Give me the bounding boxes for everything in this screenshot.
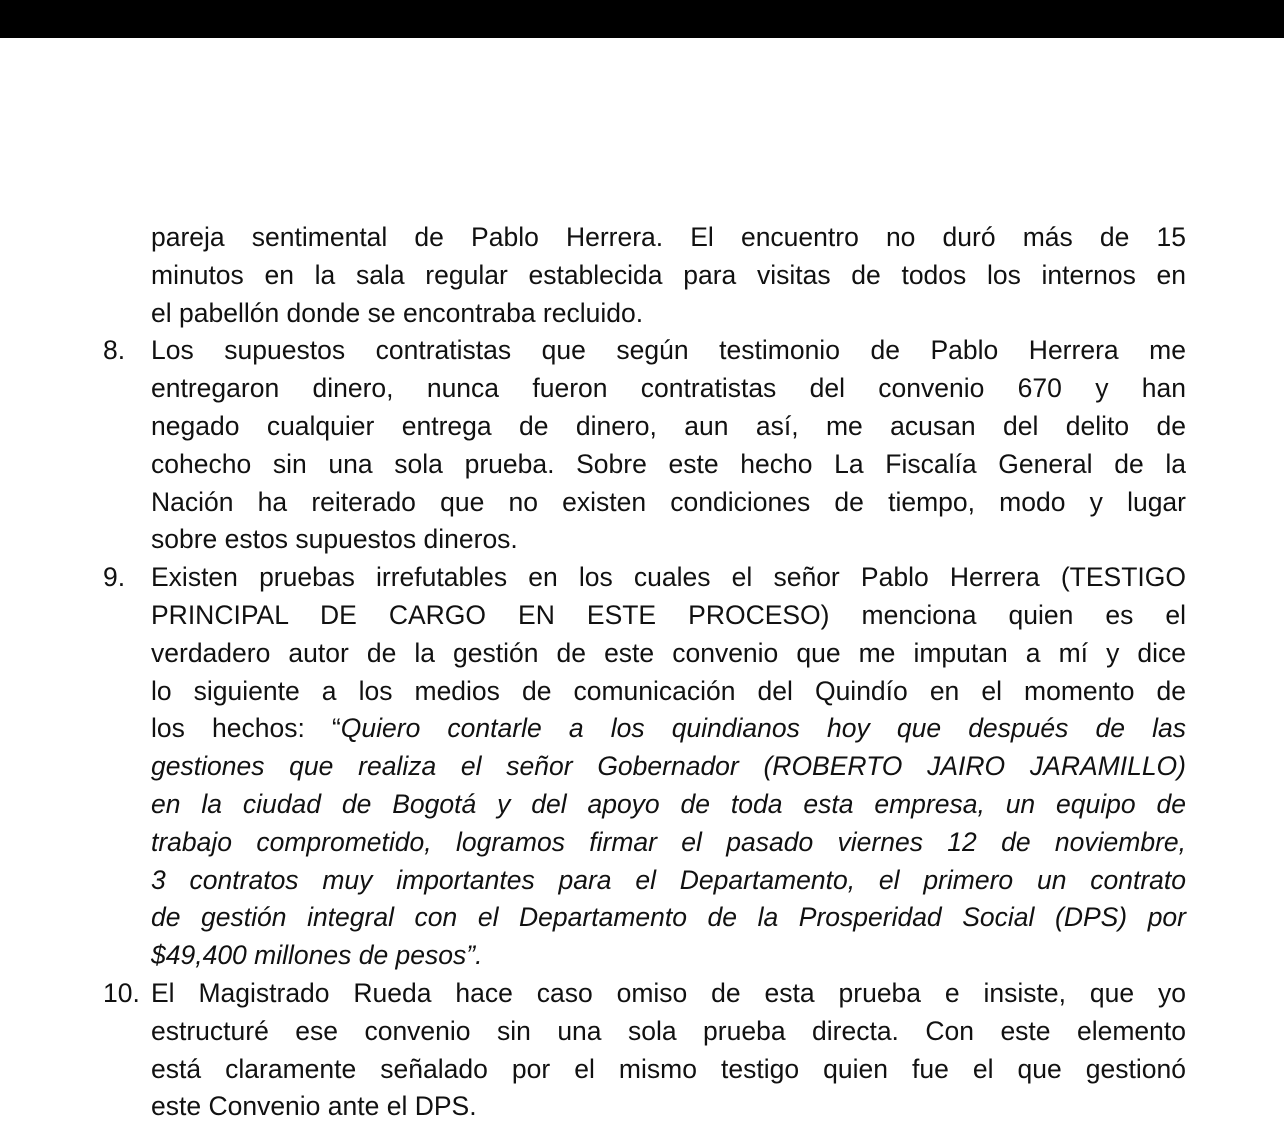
text-line: [151, 824, 1186, 862]
list-item: [0, 975, 1284, 1126]
text-line: estructuré ese convenio sin una sola prueba directa. Con este elemento: [151, 1015, 1186, 1046]
text-line: cohecho sin una sola prueba. Sobre este hecho La Fiscalía General de la: [151, 448, 1186, 479]
text-line: pareja sentimental de Pablo Herrera. El encuentro no duró más de 15: [151, 222, 1186, 252]
text-line: sobre estos supuestos dineros.: [151, 524, 518, 555]
text-line: Existen pruebas irrefutables en los cuales el señor Pablo Herrera (TESTIGO: [151, 562, 1186, 593]
list-item-number: 10.: [103, 977, 140, 1008]
text-segment: los hechos: “: [151, 713, 341, 744]
text-line: entregaron dinero, nunca fueron contratistas del convenio 670 y han: [151, 373, 1186, 404]
list-item: [0, 332, 1284, 559]
paragraph-continuation: [0, 219, 1284, 332]
text-line: está claramente señalado por el mismo testigo quien fue el que gestionó: [151, 1053, 1186, 1084]
quoted-italic-text: gestiones que realiza el señor Gobernador (ROBERTO JAIRO JARAMILLO): [151, 751, 1186, 782]
list-item-number: 9.: [103, 562, 126, 593]
text-line: [151, 748, 1186, 786]
quoted-italic-text: trabajo comprometido, logramos firmar el pasado viernes 12 de noviembre,: [151, 826, 1186, 857]
text-line: Nación ha reiterado que no existen condiciones de tiempo, modo y lugar: [151, 486, 1186, 517]
text-line: negado cualquier entrega de dinero, aun así, me acusan del delito de: [151, 410, 1186, 441]
text-line: lo siguiente a los medios de comunicación del Quindío en el momento de: [151, 675, 1186, 706]
text-line: verdadero autor de la gestión de este convenio que me imputan a mí y dice: [151, 637, 1186, 668]
document-page: [0, 219, 1284, 1126]
list-item-number: 8.: [103, 335, 126, 366]
text-line: [151, 862, 1186, 900]
text-line: PRINCIPAL DE CARGO EN ESTE PROCESO) menciona quien es el: [151, 599, 1186, 630]
text-line: [151, 786, 1186, 824]
quoted-italic-text: en la ciudad de Bogotá y del apoyo de toda esta empresa, un equipo de: [151, 788, 1186, 819]
text-line: El Magistrado Rueda hace caso omiso de esta prueba e insiste, que yo: [151, 977, 1186, 1008]
quoted-italic-text: 3 contratos muy importantes para el Departamento, el primero un contrato: [151, 864, 1186, 895]
top-black-bar: [0, 0, 1284, 38]
text-line: Los supuestos contratistas que según testimonio de Pablo Herrera me: [151, 335, 1186, 366]
text-line: [151, 710, 1186, 748]
quoted-italic-text: $49,400 millones de pesos”.: [151, 940, 483, 971]
list-item: [0, 559, 1284, 975]
text-line: [151, 899, 1186, 937]
quoted-italic-text: de gestión integral con el Departamento de la Prosperidad Social (DPS) por: [151, 902, 1186, 933]
quoted-italic-text: Quiero contarle a los quindianos hoy que después de las: [340, 713, 1186, 744]
text-line: este Convenio ante el DPS.: [151, 1091, 477, 1122]
text-line: el pabellón donde se encontraba recluido.: [151, 297, 644, 328]
text-line: [151, 937, 1186, 975]
text-line: minutos en la sala regular establecida para visitas de todos los internos en: [151, 259, 1186, 290]
